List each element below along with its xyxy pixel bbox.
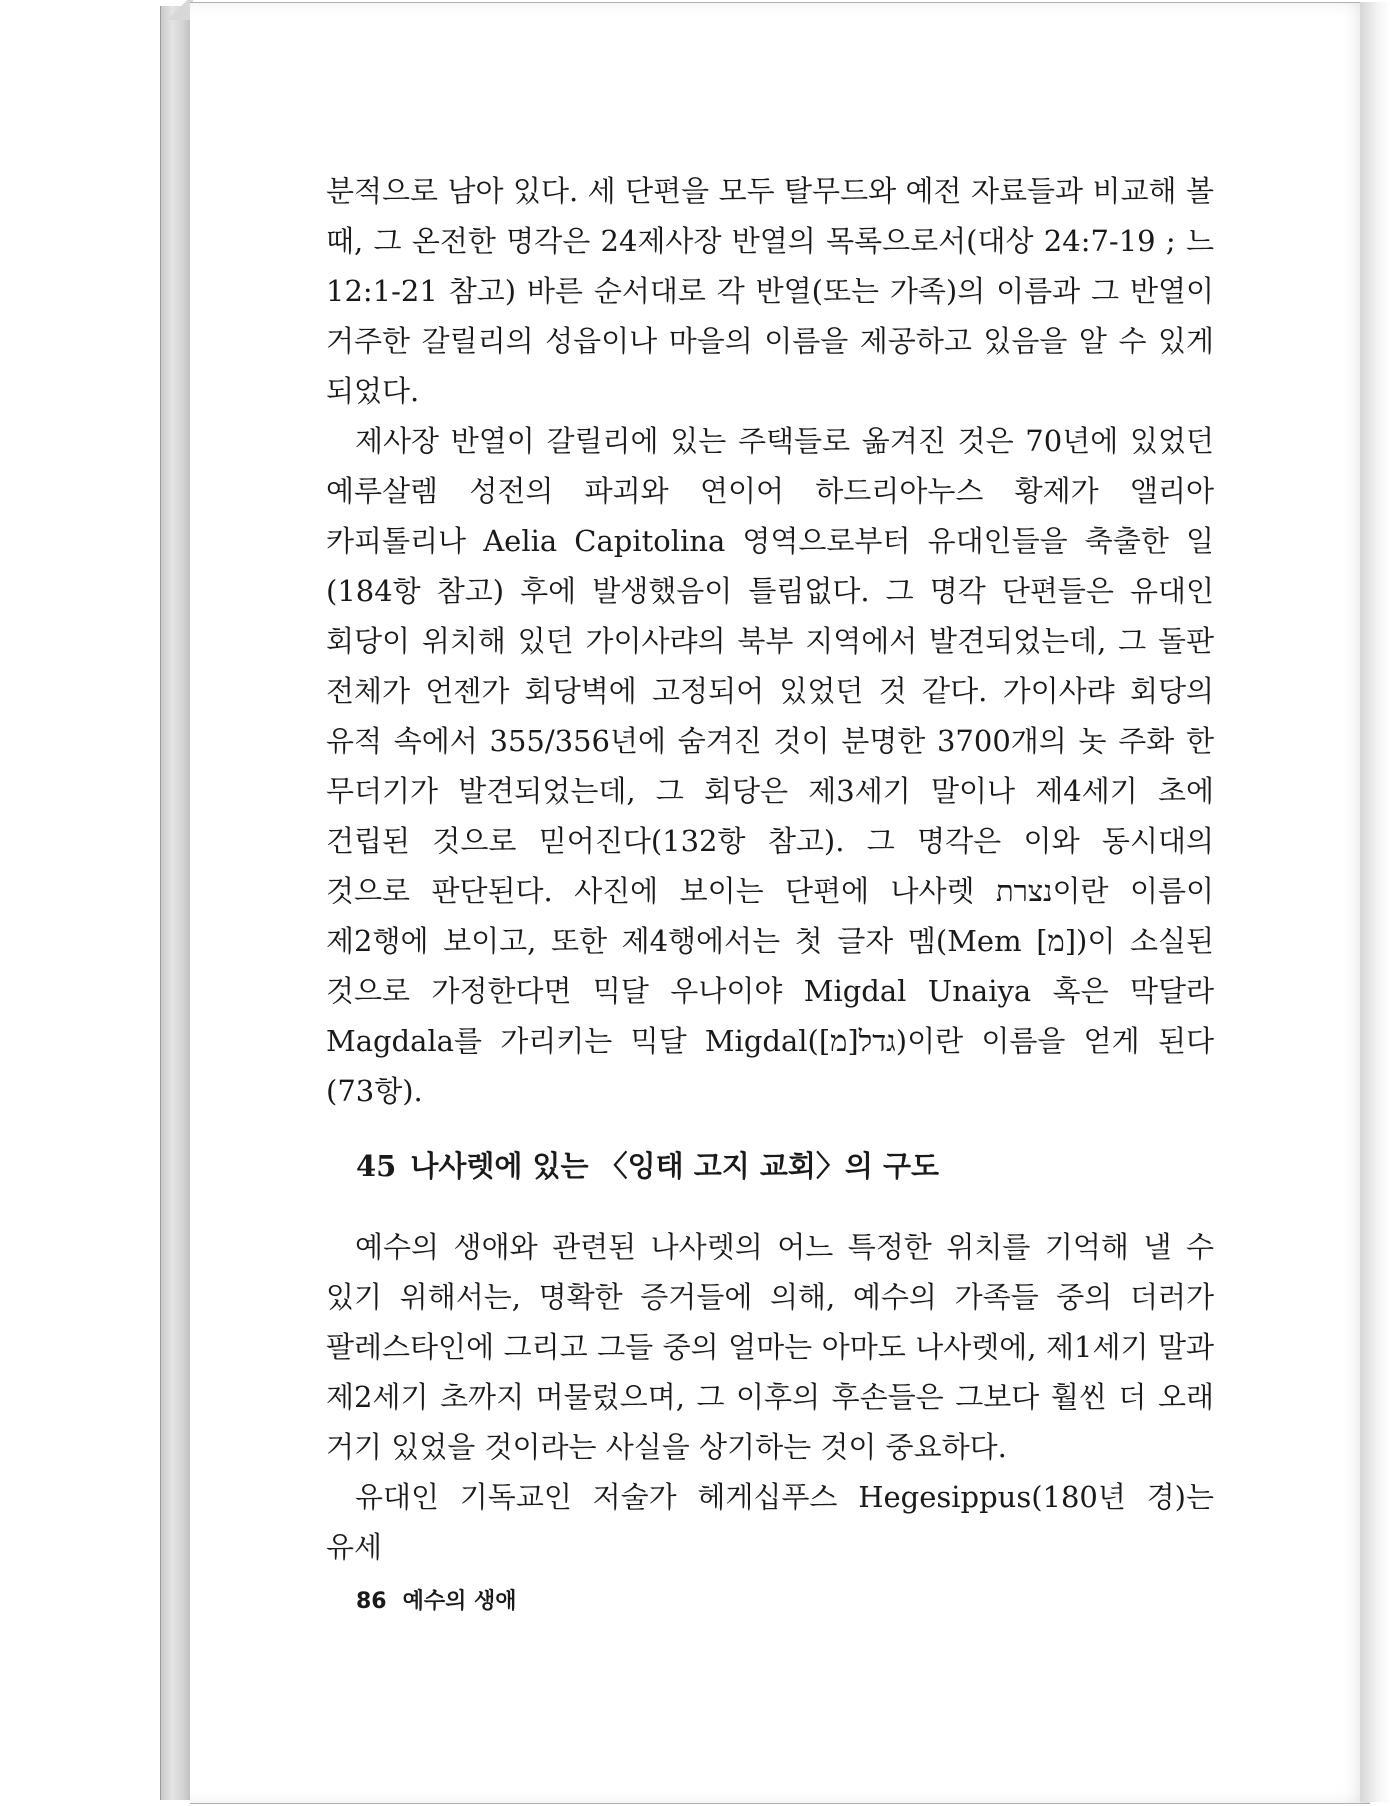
paragraph-hegesippus: 유대인 기독교인 저술가 헤게십푸스 Hegesippus(180년 경)는 유세 [326, 1480, 1214, 1564]
section-heading [356, 1146, 939, 1186]
page-number: 86 [356, 1589, 387, 1614]
section-title: 나사렛에 있는 〈잉태 고지 교회〉의 구도 [410, 1149, 940, 1183]
body-text-section-2 [326, 1222, 1214, 1572]
section-number: 45 [356, 1149, 397, 1183]
paragraph-family-of-jesus: 예수의 생애와 관련된 나사렛의 어느 특정한 위치를 기억해 낼 수 있기 위해서는, 명확한 증거들에 의해, 예수의 가족들 중의 더러가 팔레스타인에 그리고 그들 중의 얼마는 아마도 나사렛에, 제1세기 말과 제2세기 초까지 머물렀으며, 그 이후의 후손들은 그보다 훨씬 더 오래 거기 있었을 것이라는 사실을 상기하는 것이 중요하다. [326, 1230, 1214, 1464]
page-footer [356, 1584, 517, 1615]
page-edge-shadow [1360, 2, 1390, 1802]
book-spine-edge [160, 6, 193, 1800]
paragraph-priestly-courses: 제사장 반열이 갈릴리에 있는 주택들로 옮겨진 것은 70년에 있었던 예루살렘 성전의 파괴와 연이어 하드리아누스 황제가 앨리아 카피톨리나 Aelia Capitolina 영역으로부터 유대인들을 축출한 일(184항 참고) 후에 발생했음이 틀림없다. 그 명각 단편들은 유대인 회당이 위치해 있던 가이사랴의 북부 지역에서 발견되었는데, 그 돌판 전체가 언젠가 회당벽에 고정되어 있었던 것 같다. 가이사랴 회당의 유적 속에서 355/356년에 숨겨진 것이 분명한 3700개의 놋 주화 한 무더기가 발견되었는데, 그 회당은 제3세기 말이나 제4세기 초에 건립된 것으로 믿어진다(132항 참고). 그 명각은 이와 동시대의 것으로 판단된다. 사진에 보이는 단편에 나사렛 נצרת이란 이름이 제2행에 보이고, 또한 제4행에서는 첫 글자 멤(Mem [מ])이 소실된 것으로 가정한다면 믹달 우나이야 Migdal Unaiya 혹은 막달라 Magdala를 가리키는 믹달 Migdal(גדל[מ])이란 이름을 얻게 된다(73항). [326, 424, 1214, 1108]
running-title: 예수의 생애 [402, 1589, 517, 1614]
paragraph-continued: 분적으로 남아 있다. 세 단편을 모두 탈무드와 예전 자료들과 비교해 볼 때, 그 온전한 명각은 24제사장 반열의 목록으로서(대상 24:7-19 ; 느 12:1-21 참고) 바른 순서대로 각 반열(또는 가족)의 이름과 그 반열이 거주한 갈릴리의 성읍이나 마을의 이름을 제공하고 있음을 알 수 있게 되었다. [326, 174, 1214, 408]
body-text-section-1 [326, 166, 1214, 1116]
